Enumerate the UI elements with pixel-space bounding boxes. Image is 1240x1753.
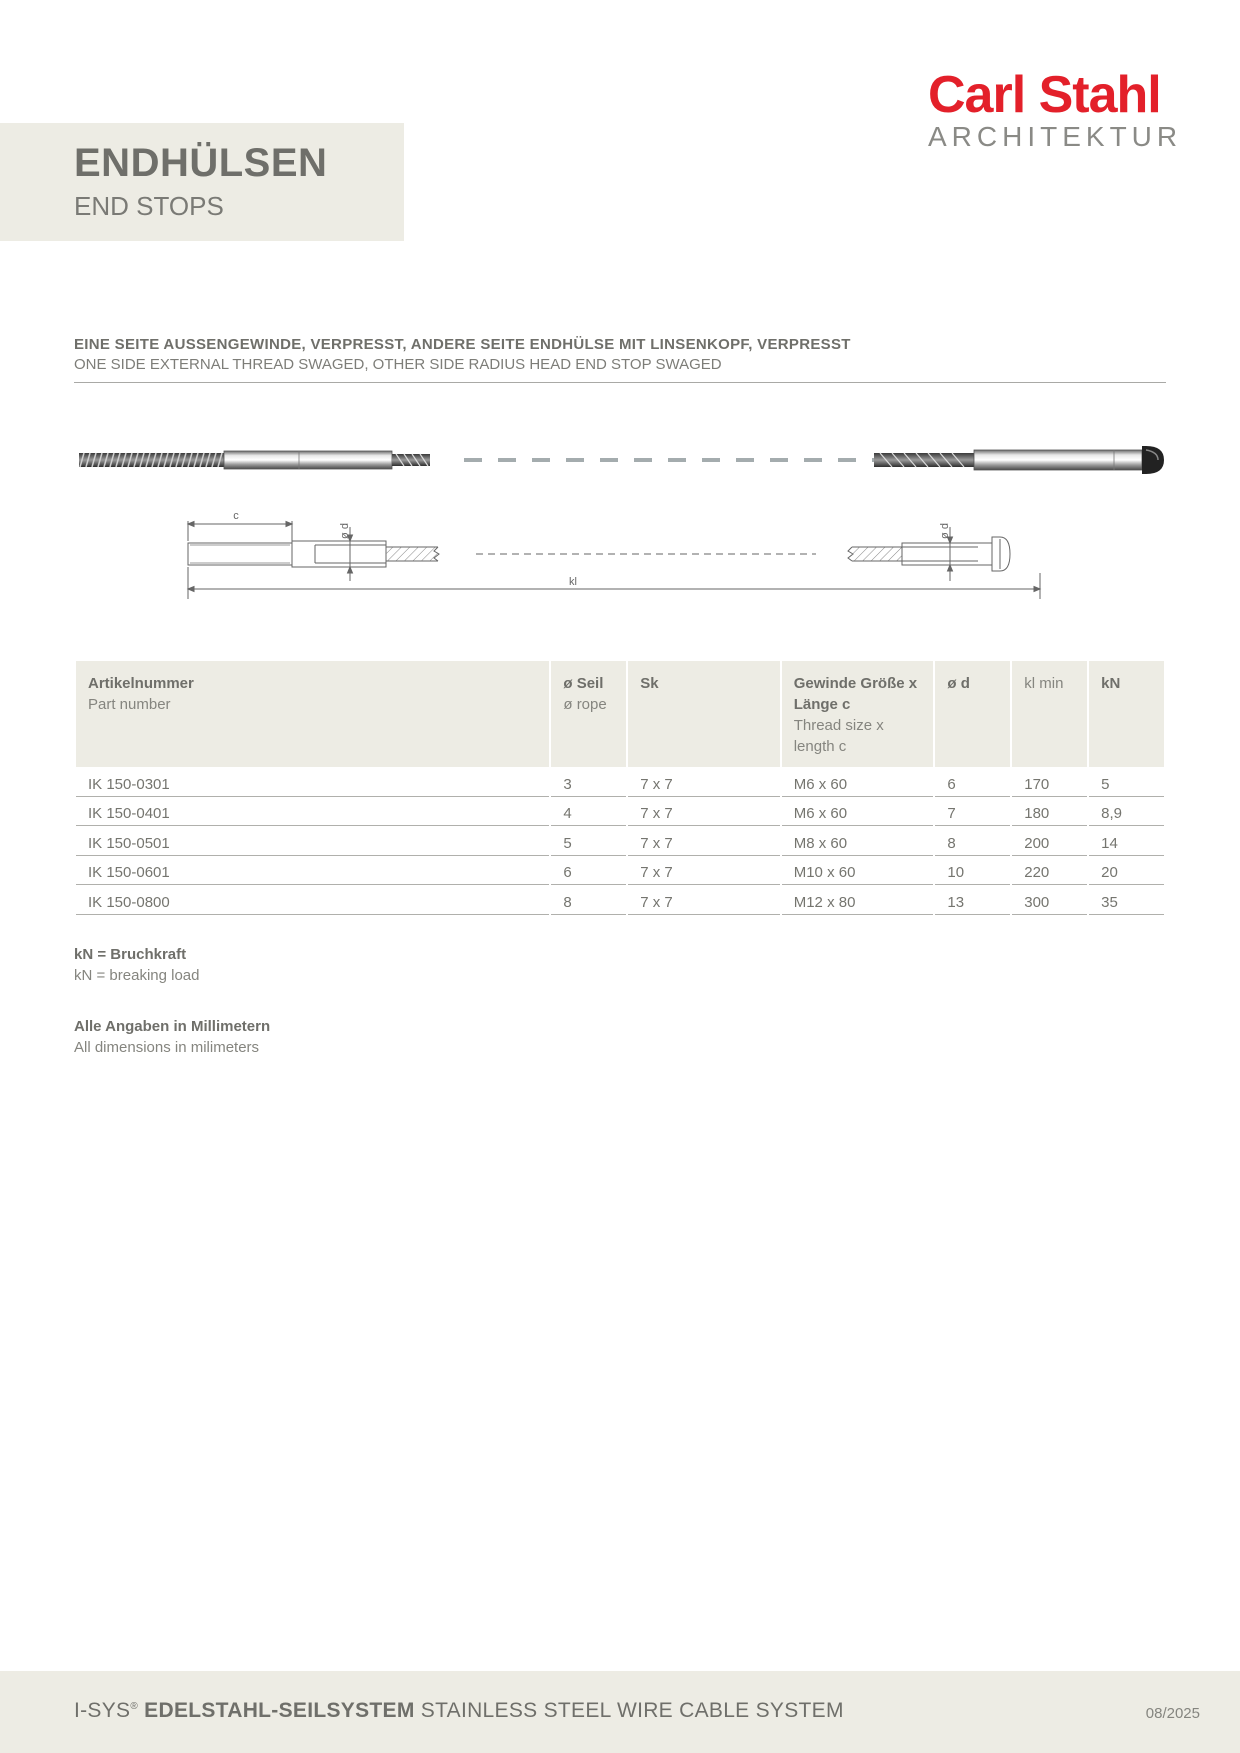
col-kn: kN	[1089, 661, 1164, 767]
table-row: IK 150-0800 8 7 x 7 M12 x 80 13 300 35	[76, 885, 1164, 915]
col-rope-diameter: ø Seil ø rope	[551, 661, 626, 767]
col-d: ø d	[935, 661, 1010, 767]
page-footer	[0, 1671, 1240, 1753]
table-row: IK 150-0401 4 7 x 7 M6 x 60 7 180 8,9	[76, 797, 1164, 827]
label-d-left: ø d	[339, 523, 351, 539]
table-row: IK 150-0601 6 7 x 7 M10 x 60 10 220 20	[76, 856, 1164, 886]
table-row: IK 150-0501 5 7 x 7 M8 x 60 8 200 14	[76, 826, 1164, 856]
label-kl: kl	[569, 576, 577, 588]
right-sleeve	[974, 450, 1142, 470]
brand-division: ARCHITEKTUR	[928, 121, 1183, 152]
label-d-right: ø d	[939, 523, 951, 539]
spec-table	[74, 661, 1166, 915]
footer-product-line: I-SYS® EDELSTAHL-SEILSYSTEM STAINLESS STEEL WIRE CABLE SYSTEM	[74, 1699, 844, 1722]
brand-logo	[928, 68, 1188, 152]
table-row: IK 150-0301 3 7 x 7 M6 x 60 6 170 5	[76, 767, 1164, 797]
description-de: EINE SEITE AUSSENGEWINDE, VERPRESST, ANDERE SEITE ENDHÜLSE MIT LINSENKOPF, VERPRESST	[74, 336, 851, 353]
title-box	[0, 123, 404, 241]
left-sleeve	[224, 451, 392, 469]
technical-drawing	[180, 505, 1060, 605]
col-thread: Gewinde Größe x Länge c Thread size x length c	[782, 661, 934, 767]
product-description	[74, 335, 1166, 383]
radius-head	[1142, 446, 1164, 474]
description-en: ONE SIDE EXTERNAL THREAD SWAGED, OTHER SIDE RADIUS HEAD END STOP SWAGED	[74, 356, 722, 373]
product-photo	[74, 430, 1166, 490]
label-c: c	[233, 510, 239, 522]
col-part-number: Artikelnummer Part number	[76, 661, 549, 767]
col-sk: Sk	[628, 661, 779, 767]
table-header-row	[76, 661, 1164, 767]
col-kl-min: kl min	[1012, 661, 1087, 767]
page-subtitle: END STOPS	[74, 191, 224, 221]
page-title: ENDHÜLSEN	[74, 141, 328, 185]
footer-date: 08/2025	[1145, 1705, 1200, 1722]
note-breaking-load: kN = Bruchkraft kN = breaking load	[74, 946, 200, 984]
right-cable	[874, 453, 976, 467]
brand-name: Carl Stahl	[928, 66, 1161, 124]
note-dimensions: Alle Angaben in Millimetern All dimensions in milimeters	[74, 1018, 271, 1056]
